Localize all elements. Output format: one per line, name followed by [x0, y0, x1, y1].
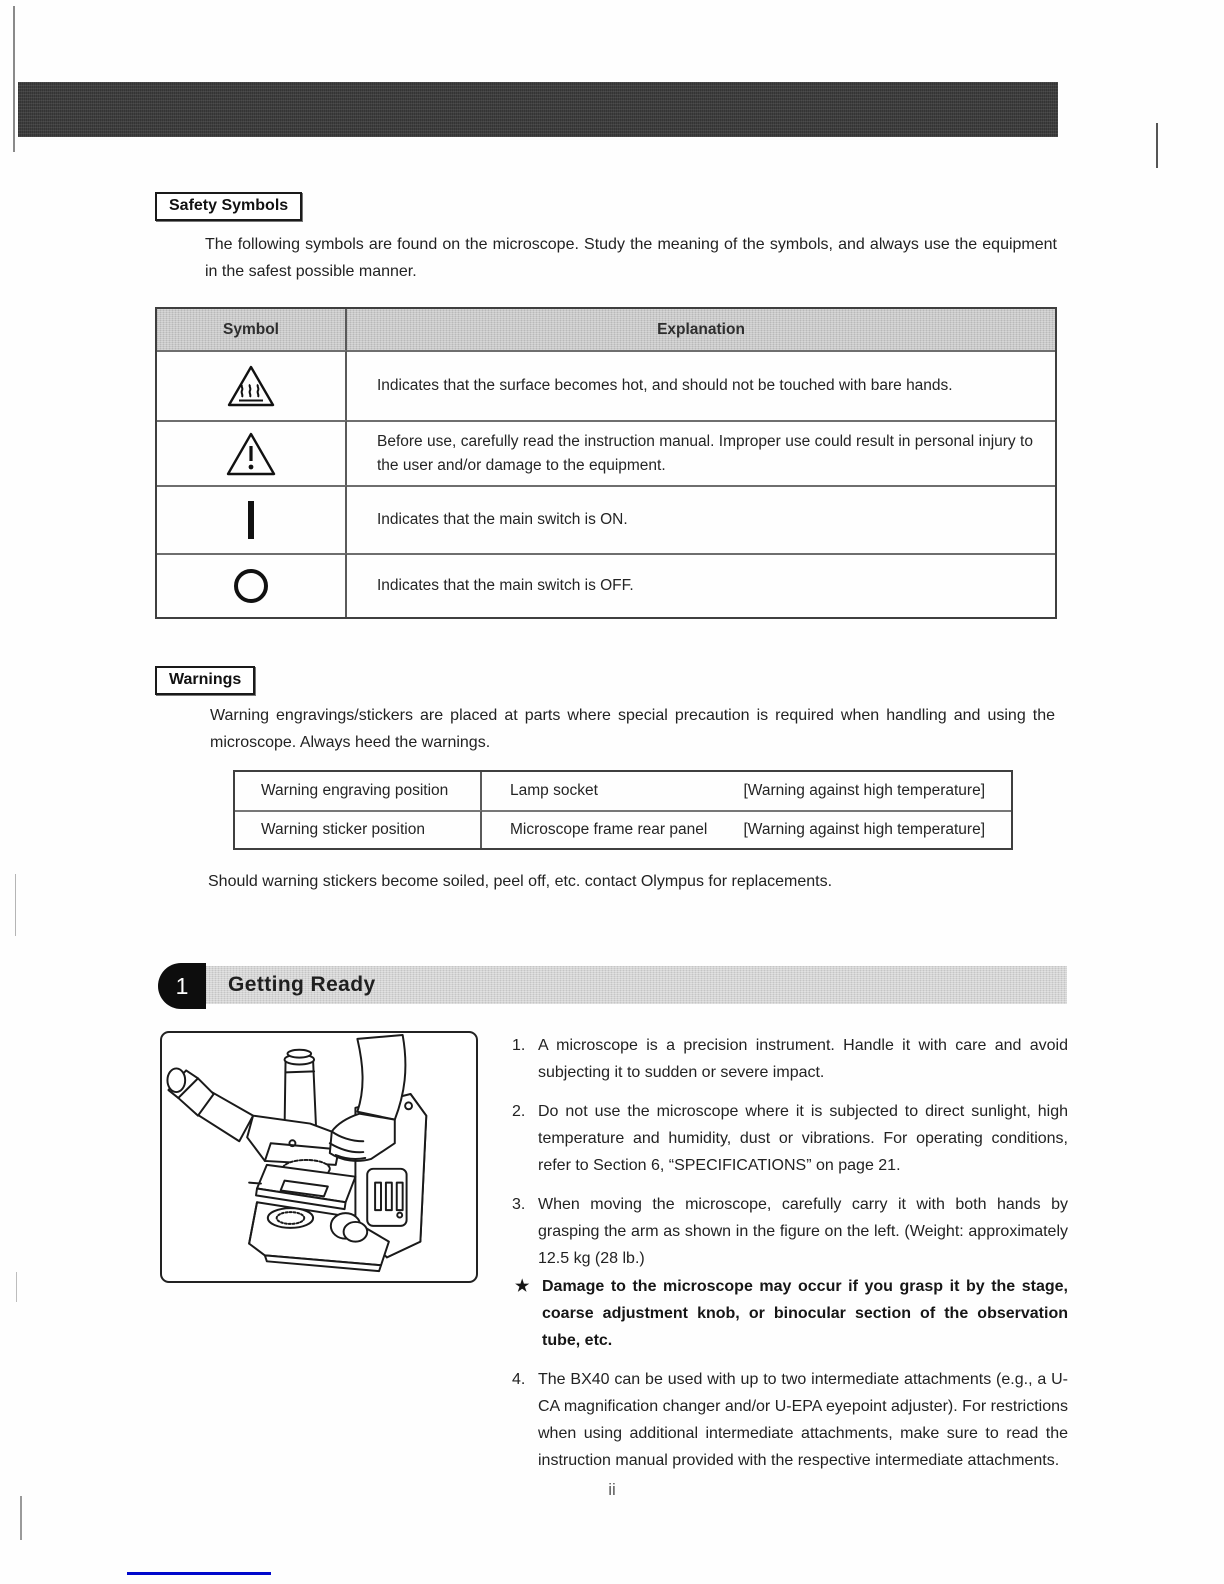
- item-text: Do not use the microscope where it is subjected to direct sunlight, high temperature and humidity, dust or vibrations. For operating conditions, refer to Section 6, “SPECIFICATIONS” on page 21.: [538, 1103, 1068, 1174]
- list-item: [512, 1366, 1068, 1474]
- page-edge-line: [16, 1272, 17, 1302]
- microscope-carrying-figure: [160, 1031, 478, 1283]
- warning-note: [Warning against high temperature]: [743, 782, 985, 799]
- caution-note: [512, 1273, 1068, 1354]
- table-row-explanation-cell: [347, 553, 1055, 617]
- warning-position-label: Warning sticker position: [235, 810, 482, 848]
- table-row-explanation-cell: [347, 350, 1055, 420]
- warning-location: Microscope frame rear panel: [510, 821, 708, 838]
- safety-symbols-intro: The following symbols are found on the microscope. Study the meaning of the symbols, and always use the equipment in the safest possible manner.: [205, 236, 1057, 280]
- page-edge-line: [15, 874, 16, 936]
- star-bullet-icon: ★: [515, 1278, 530, 1295]
- section-number-badge: 1: [158, 963, 206, 1009]
- list-item: [512, 1032, 1068, 1086]
- item-text: The BX40 can be used with up to two intermediate attachments (e.g., a U-CA magnification changer and/or U-EPA eyepoint adjuster). For restrictions when using additional intermediate attachments, make sure to read the instruction manual provided with the respective intermediate attachments.: [538, 1371, 1068, 1469]
- item-number: 4.: [512, 1371, 526, 1388]
- explanation-text: Indicates that the surface becomes hot, and should not be touched with bare hands.: [377, 377, 953, 394]
- safety-symbols-heading: Safety Symbols: [155, 192, 302, 221]
- page-edge-line: [20, 1496, 22, 1540]
- section-title: Getting Ready: [228, 973, 376, 996]
- table-row-symbol-cell: [157, 350, 347, 420]
- main-switch-off-icon: [234, 569, 268, 603]
- caution-note-text: Damage to the microscope may occur if you grasp it by the stage, coarse adjustment knob, or binocular section of the observation tube, etc.: [542, 1278, 1068, 1349]
- warning-note: [Warning against high temperature]: [743, 821, 985, 838]
- scan-blue-underline: [127, 1572, 271, 1575]
- table-row-explanation-cell: [347, 420, 1055, 485]
- page-edge-line: [13, 6, 15, 152]
- symbols-table: [155, 307, 1057, 619]
- table-row-symbol-cell: [157, 420, 347, 485]
- warning-position-value: [482, 810, 1011, 848]
- page-number: ii: [608, 1480, 616, 1499]
- warning-position-value: [482, 772, 1011, 810]
- explanation-text: Before use, carefully read the instruction manual. Improper use could result in personal injury to the user and/or damage to the equipment.: [377, 432, 1033, 474]
- list-item: [512, 1098, 1068, 1179]
- item-number: 1.: [512, 1037, 526, 1054]
- item-number: 3.: [512, 1196, 526, 1213]
- item-number: 2.: [512, 1103, 526, 1120]
- warning-location: Lamp socket: [510, 782, 598, 799]
- table-row-symbol-cell: [157, 485, 347, 553]
- getting-ready-list: [512, 1032, 1068, 1486]
- warnings-table: [233, 770, 1013, 850]
- microscope-illustration: [162, 1033, 476, 1281]
- list-item: [512, 1191, 1068, 1354]
- explanation-text: Indicates that the main switch is ON.: [377, 511, 628, 528]
- explanation-text: Indicates that the main switch is OFF.: [377, 577, 634, 594]
- section-title-bar: [206, 966, 1067, 1004]
- general-caution-icon: [226, 431, 276, 477]
- page-edge-line: [1156, 123, 1158, 168]
- main-switch-on-icon: [248, 501, 254, 539]
- warning-position-label: Warning engraving position: [235, 772, 482, 810]
- symbols-table-header-explanation: Explanation: [347, 309, 1055, 350]
- item-text: When moving the microscope, carefully carry it with both hands by grasping the arm as shown in the figure on the left. (Weight: approximately 12.5 kg (28 lb.): [538, 1196, 1068, 1267]
- symbols-table-header-symbol: Symbol: [157, 309, 347, 350]
- table-row-symbol-cell: [157, 553, 347, 617]
- item-text: A microscope is a precision instrument. Handle it with care and avoid subjecting it to sudden or severe impact.: [538, 1037, 1068, 1081]
- hot-surface-icon: [227, 364, 275, 408]
- warnings-heading: Warnings: [155, 666, 255, 695]
- chapter-header-band: [18, 82, 1058, 137]
- warnings-intro: Warning engravings/stickers are placed at parts where special precaution is required when handling and using the microscope. Always heed the warnings.: [210, 707, 1055, 751]
- table-row-explanation-cell: [347, 485, 1055, 553]
- warnings-footnote: Should warning stickers become soiled, peel off, etc. contact Olympus for replacements.: [208, 873, 833, 890]
